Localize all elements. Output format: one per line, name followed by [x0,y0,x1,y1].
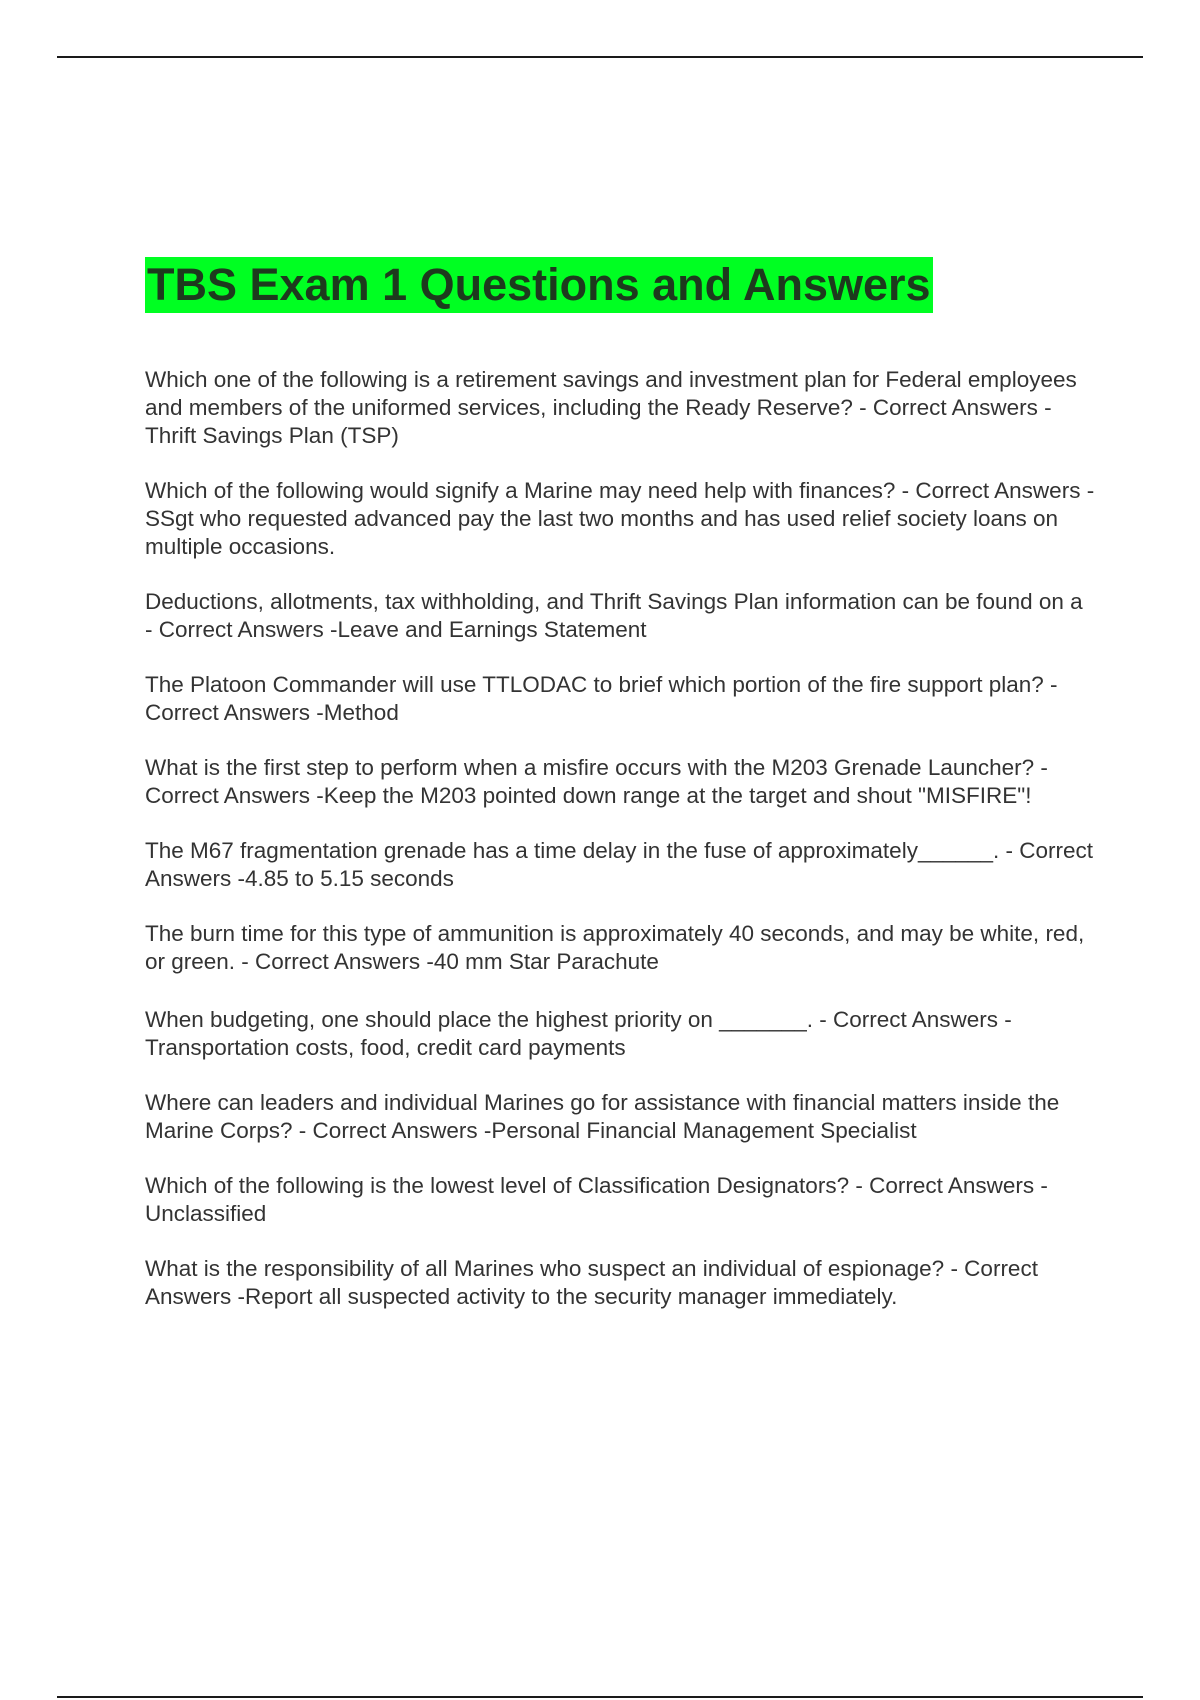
qa-item: What is the responsibility of all Marines who suspect an individual of espionage? - Correct Answers -Report all suspected activity to the security manager immediately. [145,1256,1038,1309]
qa-item: Where can leaders and individual Marines go for assistance with financial matters inside the Marine Corps? - Correct Answers -Personal Financial Management Specialist [145,1090,1060,1143]
qa-item: The burn time for this type of ammunition is approximately 40 seconds, and may be white, red, or green. - Correct Answers -40 mm Star Parachute [145,921,1085,974]
title-container [145,257,933,313]
qa-item: Which of the following would signify a Marine may need help with finances? - Correct Answers -SSgt who requested advanced pay the last two months and has used relief society loans on multiple occasions. [145,478,1095,559]
qa-item: Deductions, allotments, tax withholding, and Thrift Savings Plan information can be found on a - Correct Answers -Leave and Earnings Statement [145,589,1083,642]
top-rule [57,56,1143,58]
qa-item: What is the first step to perform when a misfire occurs with the M203 Grenade Launcher? - Correct Answers -Keep the M203 pointed down range at the target and shout "MISFIRE"! [145,755,1048,808]
qa-item: The M67 fragmentation grenade has a time delay in the fuse of approximately______. - Correct Answers -4.85 to 5.15 seconds [145,838,1094,891]
qa-list [145,366,1095,1338]
qa-item: Which of the following is the lowest level of Classification Designators? - Correct Answers -Unclassified [145,1173,1048,1226]
qa-item: Which one of the following is a retirement savings and investment plan for Federal employees and members of the uniformed services, including the Ready Reserve? - Correct Answers -Thrift Savings Plan (TSP) [145,367,1077,448]
qa-item: The Platoon Commander will use TTLODAC to brief which portion of the fire support plan? - Correct Answers -Method [145,672,1058,725]
bottom-rule [57,1696,1143,1698]
qa-item: When budgeting, one should place the highest priority on _______. - Correct Answers -Transportation costs, food, credit card payments [145,1007,1012,1060]
document-title: TBS Exam 1 Questions and Answers [145,257,933,313]
